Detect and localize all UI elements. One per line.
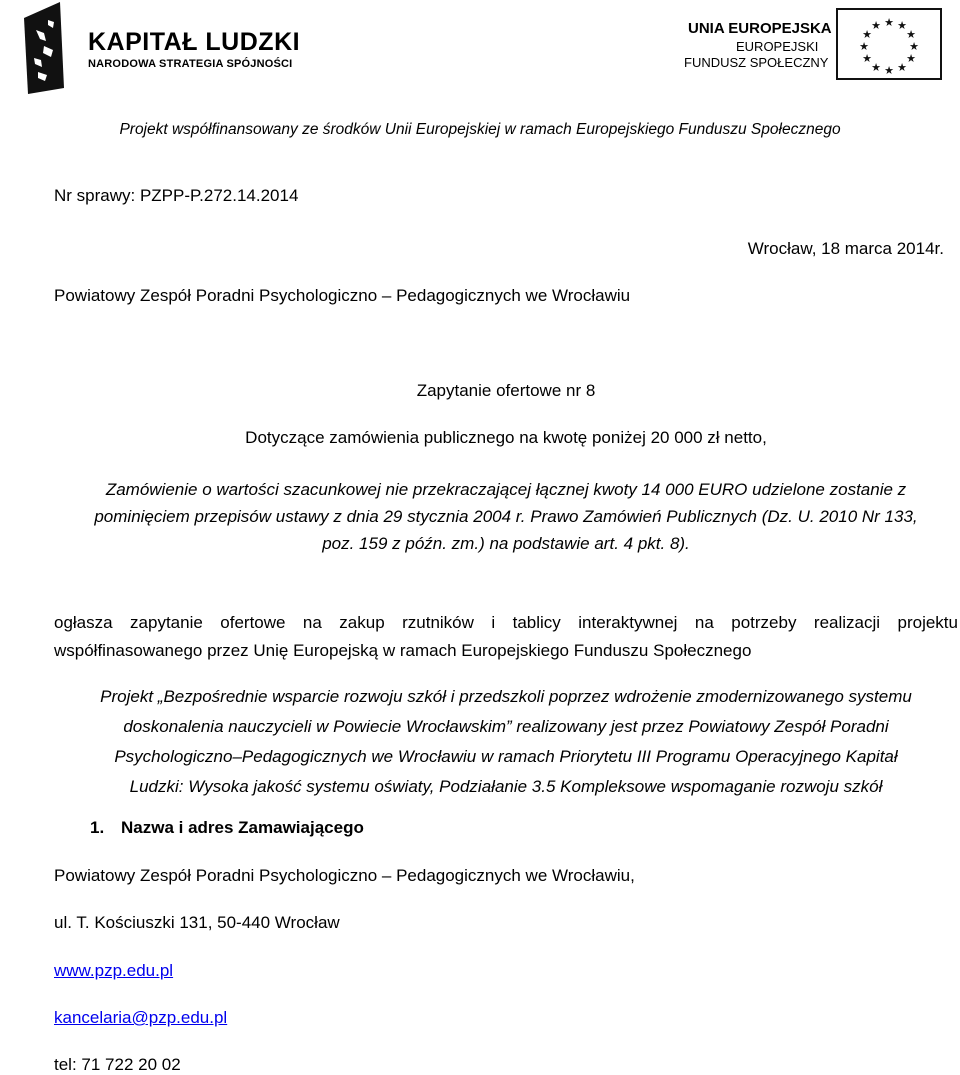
section-1-heading: Nazwa i adres Zamawiającego: [121, 818, 364, 837]
cofinance-note-text: Projekt współfinansowany ze środków Unii Europejskiej w ramach Europejskiego Funduszu Społecznego: [119, 121, 841, 138]
svg-text:★: ★: [897, 19, 907, 32]
kapital-ludzki-emblem-icon: [22, 0, 82, 95]
svg-text:★: ★: [884, 64, 894, 77]
svg-text:★: ★: [871, 19, 881, 32]
svg-text:★: ★: [906, 52, 916, 65]
intro-line: współfinasowanego przez Unię Europejską w ramach Europejskiego Funduszu Społecznego: [54, 641, 752, 660]
svg-text:★: ★: [862, 52, 872, 65]
svg-text:★: ★: [909, 40, 919, 53]
legal-line: pominięciem przepisów ustawy z dnia 29 stycznia 2004 r. Prawo Zamówień Publicznych (Dz. U. 2010 Nr 133,: [94, 507, 918, 526]
section-1-number: 1.: [90, 818, 105, 837]
contracting-authority-name: Powiatowy Zespół Poradni Psychologiczno – Pedagogicznych we Wrocławiu,: [54, 866, 635, 885]
kapital-ludzki-logo: [22, 0, 302, 95]
case-number: Nr sprawy: PZPP-P.272.14.2014: [54, 186, 299, 205]
kapital-ludzki-subtitle: NARODOWA STRATEGIA SPÓJNOŚCI: [88, 58, 293, 70]
intro-paragraph: [54, 609, 958, 665]
svg-text:★: ★: [884, 16, 894, 29]
intro-line: ogłasza zapytanie ofertowe na zakup rzutników i tablicy interaktywnej na potrzeby realizacji projektu: [54, 613, 958, 632]
title-sub: Dotyczące zamówienia publicznego na kwotę poniżej 20 000 zł netto,: [245, 428, 767, 447]
eu-logo-line1: UNIA EUROPEJSKA: [688, 20, 832, 37]
svg-text:★: ★: [871, 61, 881, 74]
eu-logo-line2: EUROPEJSKI: [736, 39, 819, 54]
email-link[interactable]: kancelaria@pzp.edu.pl: [54, 1008, 228, 1027]
svg-text:★: ★: [897, 61, 907, 74]
project-line: Psychologiczno–Pedagogicznych we Wrocławiu w ramach Priorytetu III Programu Operacyjnego Kapitał: [114, 747, 898, 766]
eu-logo: [676, 8, 944, 88]
svg-text:★: ★: [859, 40, 869, 53]
project-line: Ludzki: Wysoka jakość systemu oświaty, Podziałanie 3.5 Kompleksowe wspomaganie rozwoju szkół: [129, 777, 883, 796]
legal-basis: [0, 476, 960, 557]
kapital-ludzki-title: KAPITAŁ LUDZKI: [88, 28, 301, 56]
svg-text:★: ★: [862, 28, 872, 41]
legal-line: poz. 159 z późn. zm.) na podstawie art. 4 pkt. 8).: [322, 534, 690, 553]
title-main: Zapytanie ofertowe nr 8: [416, 381, 596, 400]
place-date: Wrocław, 18 marca 2014r.: [747, 239, 944, 258]
contracting-authority-address: ul. T. Kościuszki 131, 50-440 Wrocław: [54, 913, 340, 932]
project-paragraph: [0, 682, 960, 802]
project-line: Projekt „Bezpośrednie wsparcie rozwoju szkół i przedszkoli poprzez wdrożenie zmodernizowanego systemu: [100, 687, 912, 706]
legal-line: Zamówienie o wartości szacunkowej nie przekraczającej łącznej kwoty 14 000 EURO udzielone zostanie z: [105, 480, 907, 499]
eu-logo-line3: FUNDUSZ SPOŁECZNY: [684, 55, 829, 70]
phone-number: tel: 71 722 20 02: [54, 1055, 181, 1074]
eu-flag-icon: [836, 8, 942, 80]
project-line: doskonalenia nauczycieli w Powiecie Wrocławskim” realizowany jest przez Powiatowy Zespół Poradni: [123, 717, 889, 736]
svg-text:★: ★: [906, 28, 916, 41]
website-link[interactable]: www.pzp.edu.pl: [54, 961, 174, 980]
cofinance-note: [0, 121, 960, 139]
issuer: Powiatowy Zespół Poradni Psychologiczno – Pedagogicznych we Wrocławiu: [54, 286, 631, 305]
